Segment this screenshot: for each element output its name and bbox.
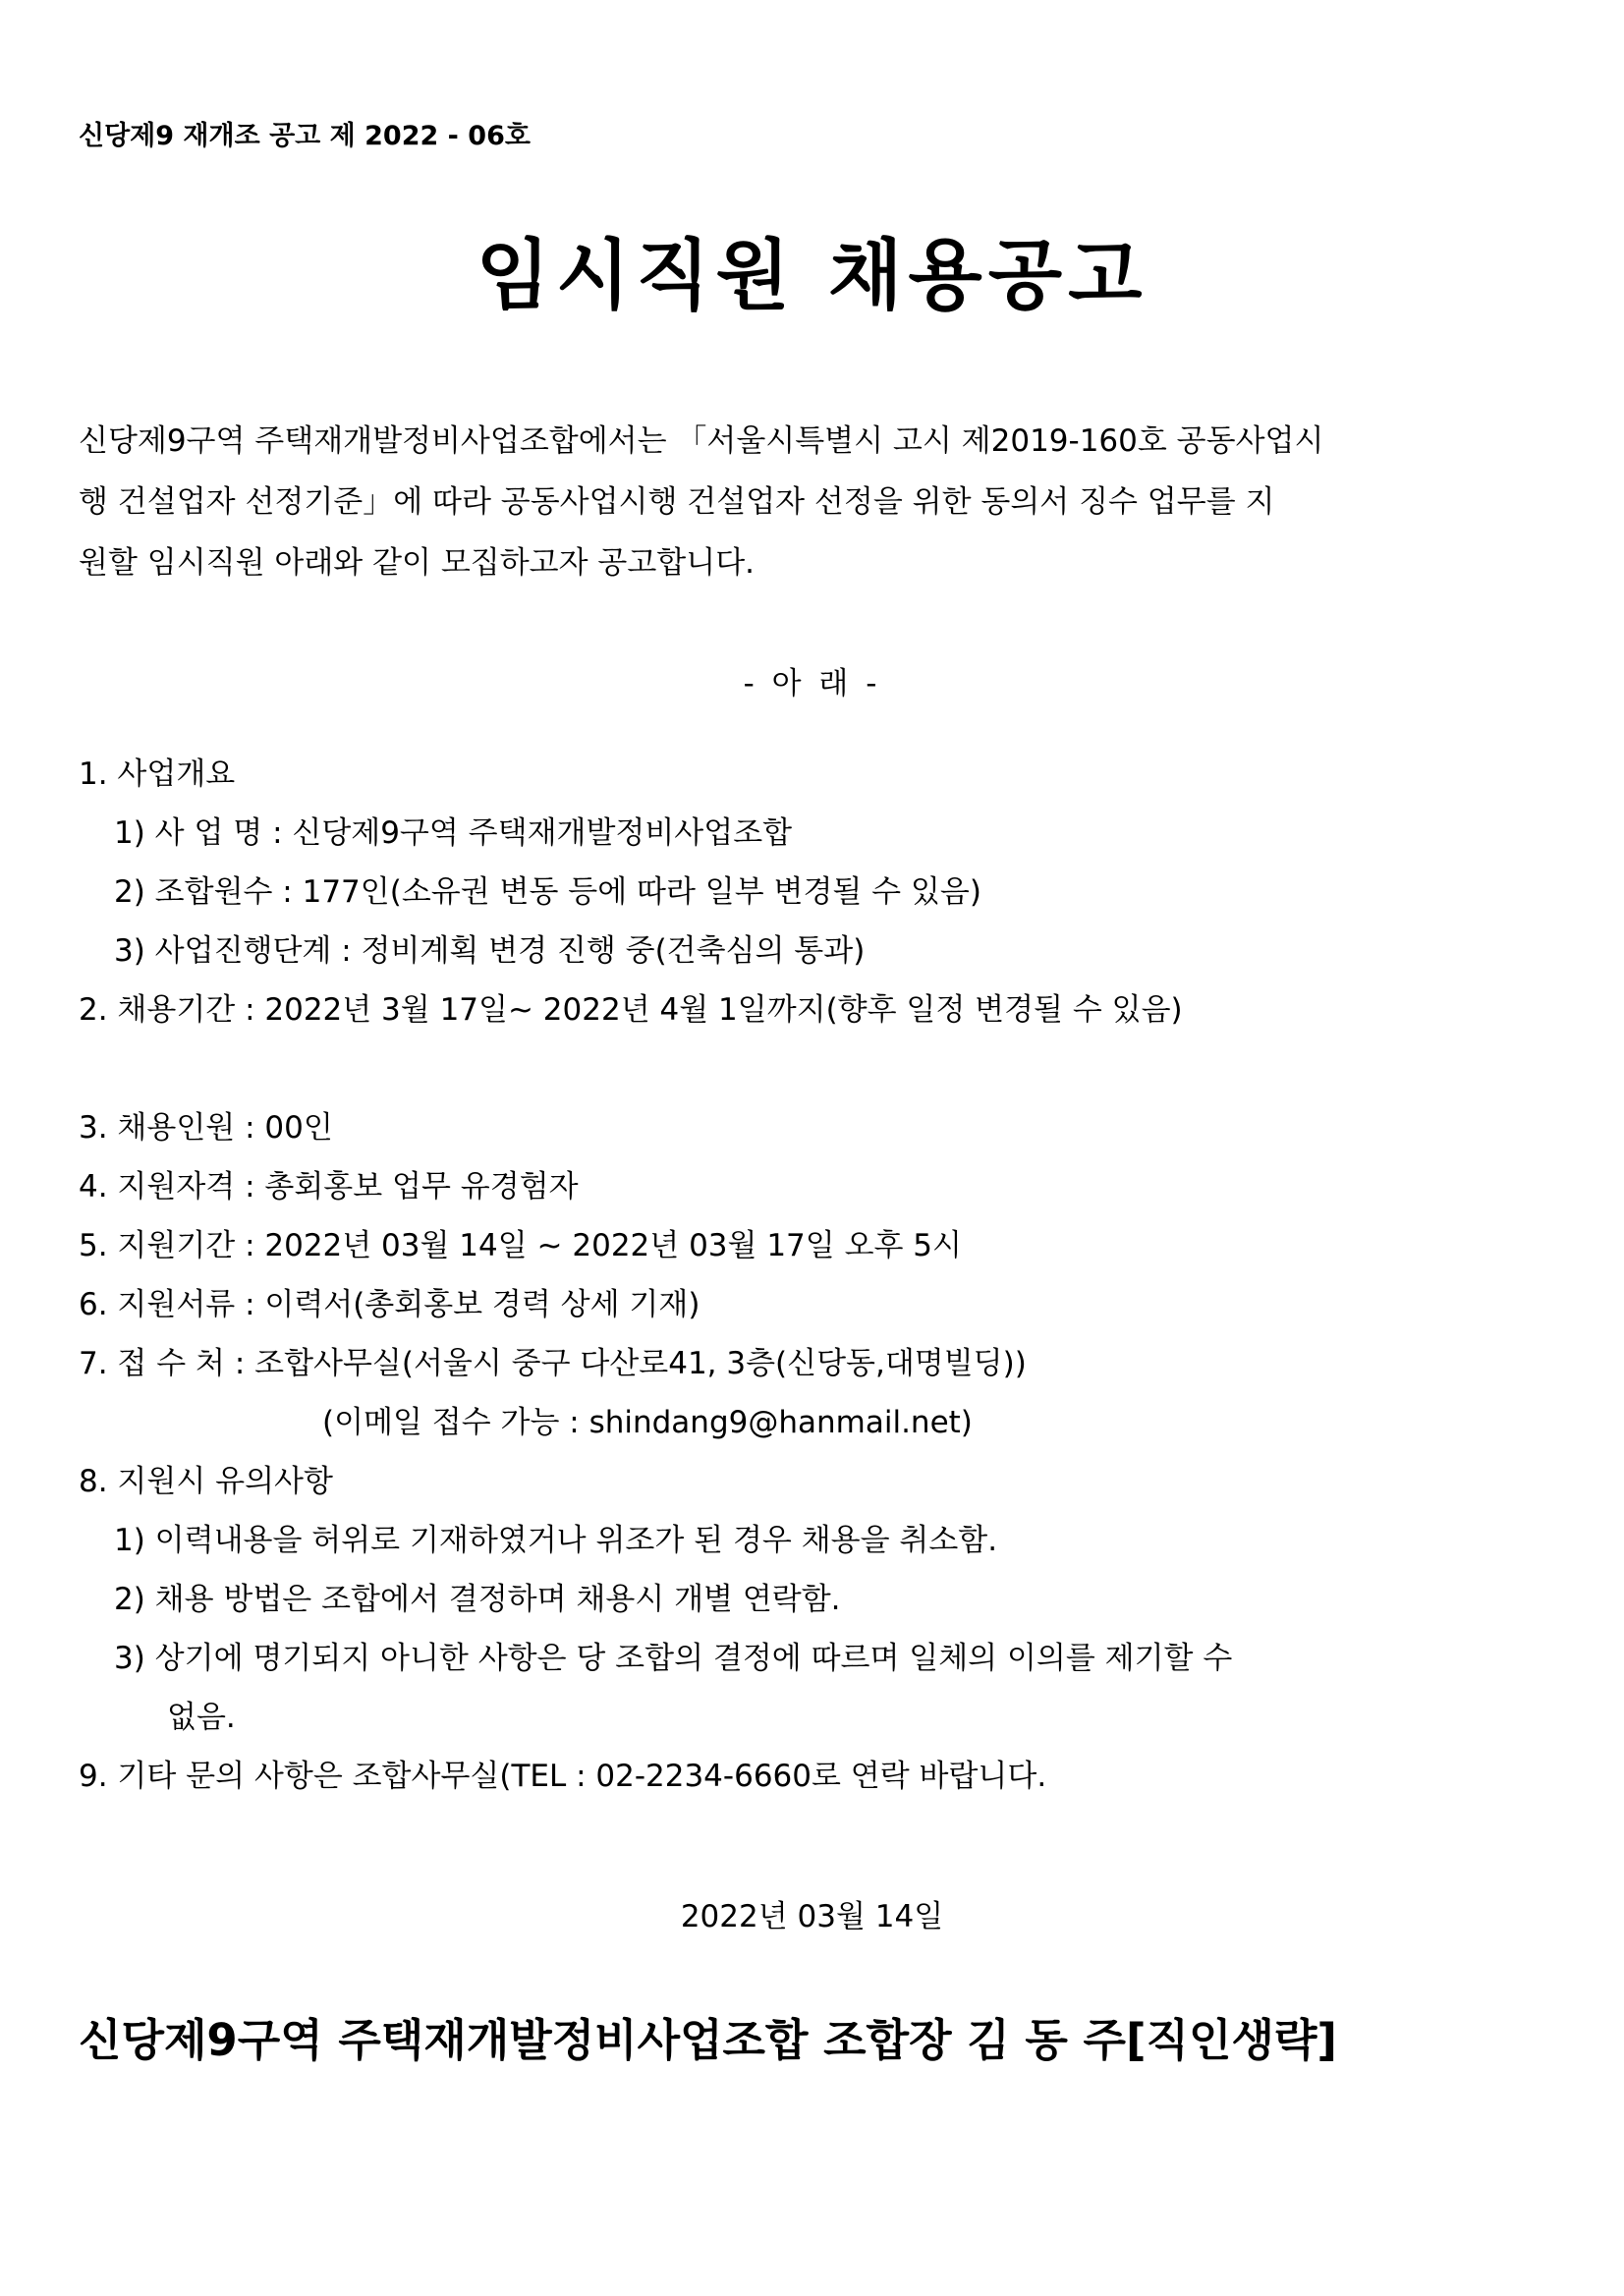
- section-heading: 6. 지원서류 : 이력서(총회홍보 경력 상세 기재): [79, 1287, 700, 1322]
- section-heading: 1. 사업개요: [79, 756, 236, 792]
- section-heading: 5. 지원기간 : 2022년 03월 14일 ~ 2022년 03월 17일 오후 5시: [79, 1228, 962, 1263]
- intro-line: 원할 임시직원 아래와 같이 모집하고자 공고합니다.: [79, 545, 755, 581]
- list-item: 2) 조합원수 : 177인(소유권 변동 등에 따라 일부 변경될 수 있음): [114, 874, 981, 910]
- intro-line: 신당제9구역 주택재개발정비사업조합에서는 「서울시특별시 고시 제2019-160호 공동사업시: [79, 423, 1324, 459]
- section-heading: 3. 채용인원 : 00인: [79, 1110, 333, 1146]
- email-note: (이메일 접수 가능 : shindang9@hanmail.net): [322, 1405, 973, 1440]
- section-heading: 8. 지원시 유의사항: [79, 1464, 333, 1499]
- list-item: 3) 사업진행단계 : 정비계획 변경 진행 중(건축심의 통과): [114, 933, 866, 969]
- intro-line: 행 건설업자 선정기준」에 따라 공동사업시행 건설업자 선정을 위한 동의서 징수 업무를 지: [79, 484, 1275, 520]
- notice-number: 신당제9 재개조 공고 제 2022 - 06호: [79, 121, 531, 151]
- page-title: 임시직원 채용공고: [476, 232, 1148, 320]
- section-heading: 9. 기타 문의 사항은 조합사무실(TEL : 02-2234-6660로 연락 바랍니다.: [79, 1759, 1047, 1794]
- list-item: 2) 채용 방법은 조합에서 결정하며 채용시 개별 연락함.: [114, 1582, 841, 1617]
- section-heading: 4. 지원자격 : 총회홍보 업무 유경험자: [79, 1169, 579, 1204]
- list-item: 1) 사 업 명 : 신당제9구역 주택재개발정비사업조합: [114, 815, 793, 851]
- list-item-continuation: 없음.: [167, 1700, 236, 1735]
- section-divider-label: - 아 래 -: [743, 666, 881, 701]
- notice-date: 2022년 03월 14일: [680, 1899, 944, 1934]
- list-item: 3) 상기에 명기되지 아니한 사항은 당 조합의 결정에 따르며 일체의 이의를 제기할 수: [114, 1641, 1233, 1676]
- section-heading: 2. 채용기간 : 2022년 3월 17일~ 2022년 4월 1일까지(향후 일정 변경될 수 있음): [79, 992, 1183, 1028]
- intro-paragraph: [79, 411, 1552, 593]
- signature-line: 신당제9구역 주택재개발정비사업조합 조합장 김 동 주[직인생략]: [79, 2014, 1337, 2066]
- section-heading: 7. 접 수 처 : 조합사무실(서울시 중구 다산로41, 3층(신당동,대명빌딩)): [79, 1346, 1027, 1381]
- list-item: 1) 이력내용을 허위로 기재하였거나 위조가 된 경우 채용을 취소함.: [114, 1523, 998, 1558]
